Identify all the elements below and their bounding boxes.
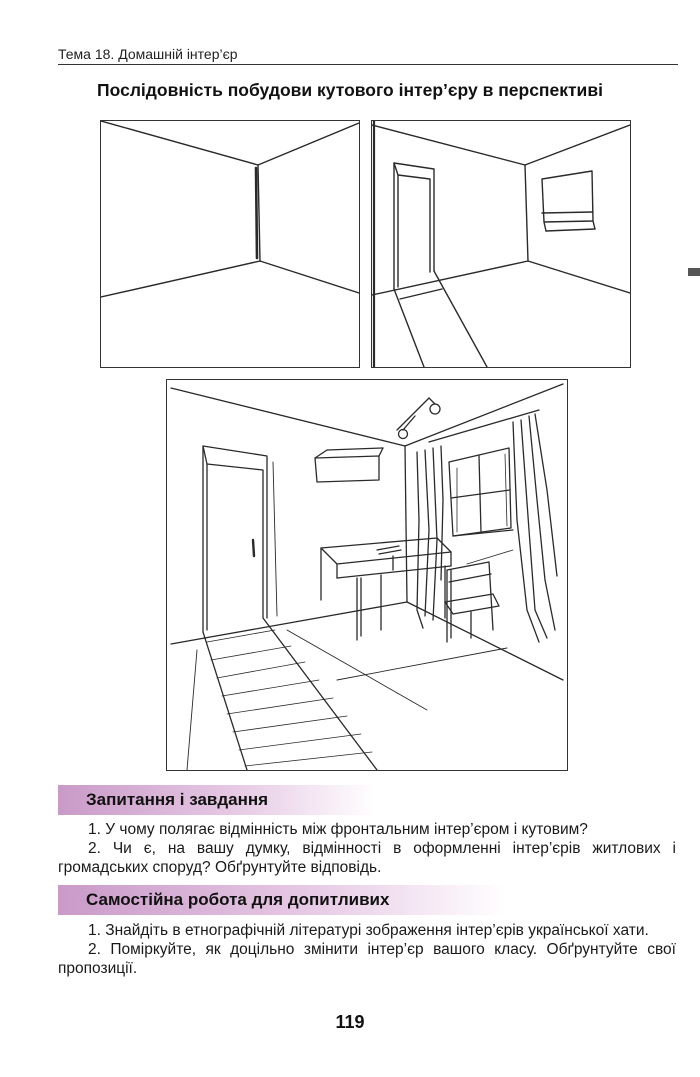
task-1: 1. Знайдіть в етнографічній літературі зображення інтер’єрів української хати. [88, 922, 649, 939]
figure-step-2 [371, 120, 631, 368]
independent-work-list [58, 921, 676, 978]
corner-room-sketch-2 [372, 121, 630, 367]
side-tab-marker [688, 268, 700, 276]
figure-step-1 [100, 120, 360, 368]
figure-step-3 [166, 379, 568, 771]
page-number: 119 [335, 1012, 365, 1032]
running-head: Тема 18. Домашній інтер’єр [58, 46, 238, 62]
corner-room-sketch-1 [101, 121, 359, 367]
task-2: 2. Поміркуйте, як доцільно змінити інтер’єр вашого класу. Обґрунтуйте свої пропозиції. [58, 941, 676, 977]
question-1: 1. У чому полягає відмінність між фронтальним інтер’єром і кутовим? [88, 821, 588, 838]
page-title: Послідовність побудови кутового інтер’єру в перспективі [97, 80, 603, 100]
furnished-room-sketch [167, 380, 567, 770]
independent-work-heading: Самостійна робота для допитливих [58, 885, 506, 915]
questions-list [58, 820, 676, 877]
question-2: 2. Чи є, на вашу думку, відмінності в оформленні інтер’єрів житлових і громадських споруд? Обґрунтуйте відповідь. [58, 840, 676, 876]
header-rule [58, 64, 678, 65]
questions-heading: Запитання і завдання [58, 785, 376, 815]
